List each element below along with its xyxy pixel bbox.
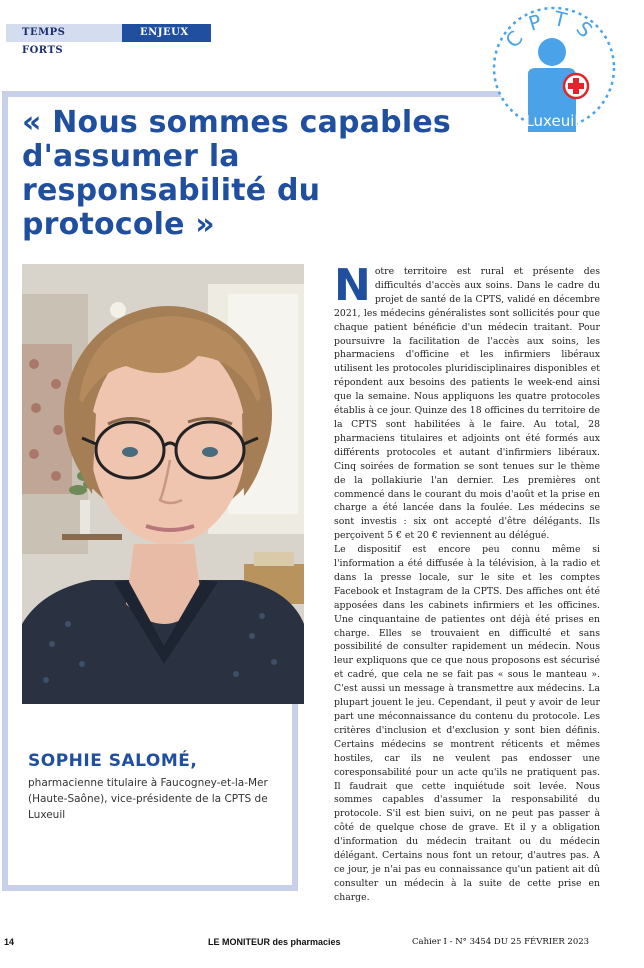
person-role: pharmacienne titulaire à Faucogney-et-la-Mer (Haute-Saône), vice-présidente de la CPTS de Luxeuil — [28, 777, 268, 821]
section-tags — [6, 24, 211, 56]
section-tag: TEMPS FORTS — [6, 24, 122, 42]
page-number: 14 — [4, 937, 15, 947]
logo-city: Luxeuil — [525, 112, 579, 130]
cpts-logo-graphic — [490, 4, 618, 132]
frame-bottom-border — [2, 885, 298, 891]
article-paragraph-2: Le dispositif est encore peu connu même si l'information a été diffusée à la télévision, à la radio et dans la presse locale, sur le site et les comptes Facebook et Instagram de la CPTS. Des affiches ont été apposées dans les cabinets infirmiers et les officines. Une cinquantaine de patientes ont déjà été prises en charge. Elles se trouvaient en difficulté et sans possibilité de consulter rapidement un médecin. Nous leur expliquons que ce que nous proposons est sécurisé et cadré, que cela ne se fait pas « sous le manteau ». C'est aussi un message à transmettre aux médecins. La plupart jouent le jeu. Cependant, il peut y avoir de leur part une méconnaissance du contenu du protocole. Les critères d'inclusion et d'exclusion y sont bien définis. Certains médecins se montrent réticents et mêmes hostiles, car ils ne veulent pas endosser une coresponsabilité pour un acte qu'ils ne pratiquent pas. Il faudrait que cette inquiétude soit levée. Nous sommes capables d'assumer la responsabilité du protocole. S'il est bien suivi, on ne peut pas passer à côté de quelque chose de grave. Et il y a obligation d'information du médecin traitant ou du médecin délégant. Certains nous font un retour, d'autres pas. A ce jour, je n'ai pas eu connaissance qu'un patient ait dû consulter un médecin à la suite de cette prise en charge. — [334, 544, 600, 903]
magazine-name-main: LE MONITEUR — [208, 937, 270, 947]
frame-right-border — [292, 700, 298, 891]
issue-info: Cahier I - N° 3454 DU 25 FÉVRIER 2023 — [412, 937, 590, 947]
drop-cap: N — [334, 260, 371, 311]
article-title: « Nous sommes capables d'assumer la responsabilité du protocole » — [22, 105, 451, 242]
article-body — [334, 260, 600, 905]
page-footer — [0, 937, 644, 951]
person-name: SOPHIE SALOMÉ, — [28, 751, 198, 771]
article-paragraph-1 — [334, 260, 600, 543]
portrait-photo — [22, 264, 304, 704]
logo-arc-text: CPTS — [500, 6, 605, 53]
frame-left-border — [2, 91, 8, 891]
cpts-logo — [490, 4, 618, 132]
frame-top-border — [2, 91, 502, 97]
category-tag: ENJEUX — [122, 24, 211, 42]
paragraph-1-text: otre territoire est rural et présente des difficultés d'accès aux soins. Dans le cadre du projet de santé de la CPTS, validé en décembre 2021, les médecins généralistes sont sollicités pour que chaque patient bénéficie d'un médecin traitant. Pour poursuivre la facilitation de l'accès aux soins, les pharmaciens d'officine et les infirmiers libéraux utilisent les protocoles pluridisciplinaires disponibles et répondent aux besoins des patients le week-end ainsi que la semaine. Nous appliquons les quatre protocoles établis à ce jour. Quinze des 18 officines du territoire de la CPTS sont habilitées à le faire. Au total, 28 pharmaciens titulaires et adjoints ont été formés aux différents protocoles et autant d'infirmiers libéraux. Cinq soirées de formation se sont tenues sur le thème de la pollakiurie l'an dernier. Les premières ont commencé dans le courant du mois d'août et la prise en charge a été lancée dans la foulée. Les médecins se sont investis : six ont accepté d'être délégants. Ils perçoivent 5 € et 20 € reviennent au délégué. — [334, 266, 600, 542]
magazine-name — [208, 937, 341, 947]
magazine-name-sub: des pharmacies — [270, 937, 341, 947]
